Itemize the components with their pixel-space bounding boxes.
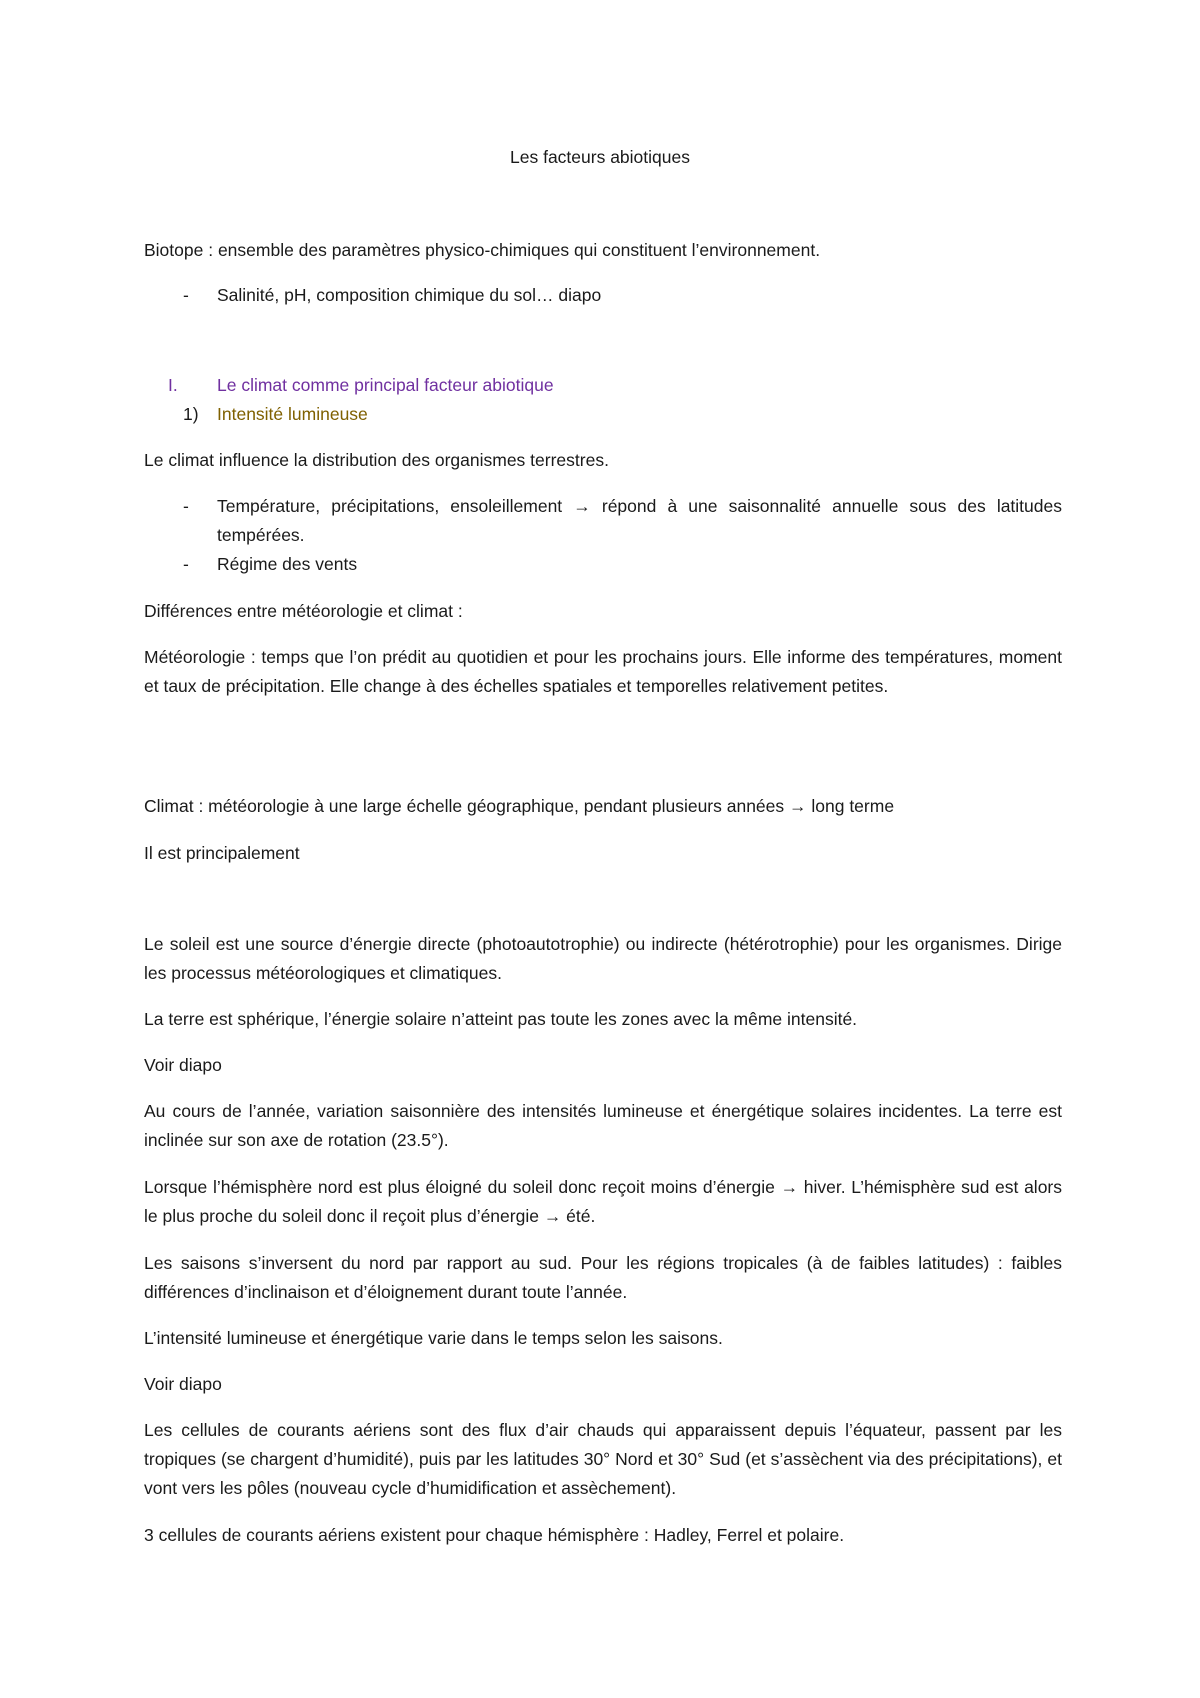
biotope-definition: Biotope : ensemble des paramètres physico-chimiques qui constituent l’environnement.: [144, 240, 821, 260]
voir-diapo-2: Voir diapo: [144, 1374, 222, 1394]
page-title: Les facteurs abiotiques: [510, 147, 690, 167]
biotope-bullet: Salinité, pH, composition chimique du sol… diapo: [217, 285, 602, 305]
climat-bullet-temperature: Température, précipitations, ensoleillement → répond à une saisonnalité annuelle sous des latitudes tempérées.: [217, 496, 1062, 545]
trois-cellules-paragraph: 3 cellules de courants aériens existent pour chaque hémisphère : Hadley, Ferrel et polaire.: [144, 1525, 845, 1545]
subsection-number: 1): [183, 404, 199, 424]
bullet-dash: -: [183, 554, 189, 574]
saisons-paragraph: Les saisons s’inversent du nord par rapport au sud. Pour les régions tropicales (à de faibles latitudes) : faibles différences d’inclinaison et d’éloignement durant toute l’année.: [144, 1253, 1062, 1302]
section-heading: Le climat comme principal facteur abiotique: [217, 375, 554, 395]
annee-paragraph: Au cours de l’année, variation saisonnière des intensités lumineuse et énergétique solaires incidentes. La terre est inclinée sur son axe de rotation (23.5°).: [144, 1101, 1062, 1150]
section-number: I.: [168, 375, 178, 395]
climat-intro: Le climat influence la distribution des organismes terrestres.: [144, 450, 609, 470]
voir-diapo-1: Voir diapo: [144, 1055, 222, 1075]
climat-definition: Climat : météorologie à une large échelle géographique, pendant plusieurs années → long terme: [144, 796, 895, 816]
subsection-heading: Intensité lumineuse: [217, 404, 368, 424]
climat-bullet-vents: Régime des vents: [217, 554, 358, 574]
soleil-paragraph: Le soleil est une source d’énergie directe (photoautotrophie) ou indirecte (hétérotrophie) pour les organismes. Dirige les processus météorologiques et climatiques.: [144, 934, 1062, 983]
terre-spherique-paragraph: La terre est sphérique, l’énergie solaire n’atteint pas toute les zones avec la même intensité.: [144, 1009, 858, 1029]
meteorologie-paragraph: Météorologie : temps que l’on prédit au quotidien et pour les prochains jours. Elle informe des températures, moment et taux de précipitation. Elle change à des échelles spatiales et temporelles relativement petites.: [144, 647, 1062, 696]
cellules-paragraph: Les cellules de courants aériens sont des flux d’air chauds qui apparaissent depuis l’équateur, passent par les tropiques (se chargent d’humidité), puis par les latitudes 30° Nord et 30° Sud (et s’assèchent via des précipitations), et vont vers les pôles (nouveau cycle d’humidification et assèchement).: [144, 1420, 1062, 1498]
differences-heading: Différences entre météorologie et climat :: [144, 601, 463, 621]
principalement-paragraph: Il est principalement: [144, 843, 300, 863]
intensite-paragraph: L’intensité lumineuse et énergétique varie dans le temps selon les saisons.: [144, 1328, 723, 1348]
hemisphere-paragraph: Lorsque l’hémisphère nord est plus éloigné du soleil donc reçoit moins d’énergie → hiver. L’hémisphère sud est alors le plus proche du soleil donc il reçoit plus d’énergie → été.: [144, 1177, 1062, 1226]
bullet-dash: -: [183, 285, 189, 305]
bullet-dash: -: [183, 496, 189, 516]
